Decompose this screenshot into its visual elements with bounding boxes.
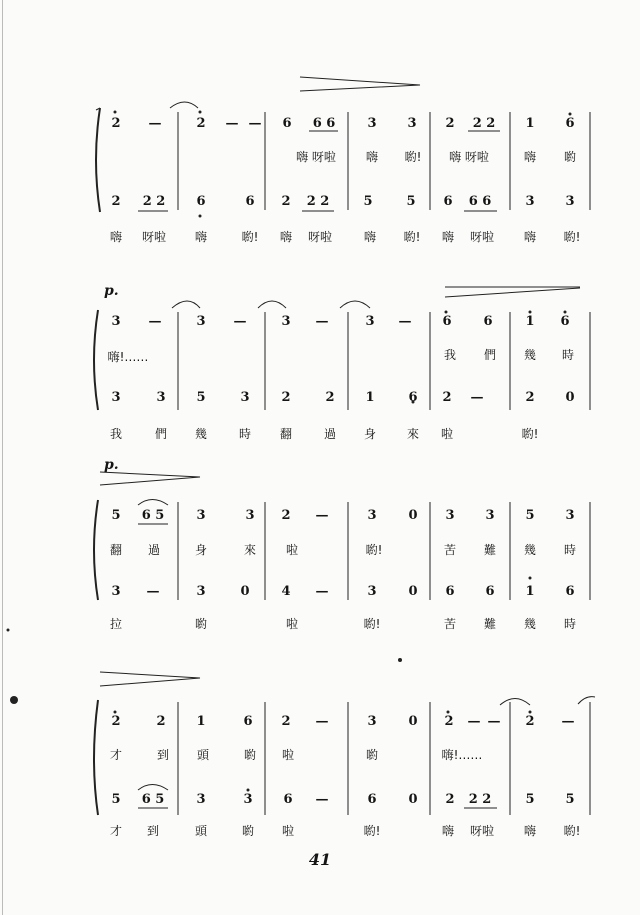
tie [500,699,530,706]
note: 3 [565,508,575,523]
lyric: 我 [109,427,123,441]
lyric: 呀啦 [469,824,495,838]
note: 3 [111,584,121,599]
lyric: 嗨 [523,150,537,164]
note: 2 [325,390,335,405]
lyric: 才 [109,748,123,762]
lyric: 嗨 [109,230,123,244]
note: 3 [111,390,121,405]
note: 2 2 [472,116,496,131]
note: 3 [111,314,121,329]
note: 6 [408,390,418,405]
lyric: 啦 [281,748,295,762]
lyric: 嗨 [194,230,208,244]
lyric: 喲! [363,617,381,631]
lyric: 喲! [365,543,383,557]
lyric: 拉 [109,617,123,631]
hairpin [100,672,200,686]
note: 5 [525,792,535,807]
note: 2 [525,390,535,405]
lyric: 嗨 [523,824,537,838]
note: 6 [282,116,292,131]
note: 2 [281,508,291,523]
note: 0 [408,714,418,729]
tie [172,301,200,308]
note: 6 [243,714,253,729]
system-brace [96,108,100,212]
note: — [398,314,412,329]
lyric: 身 [194,543,208,557]
lyric: 嗨 [279,230,293,244]
note: 3 [445,508,455,523]
note: 6 [367,792,377,807]
note: 3 [196,508,206,523]
note: 3 [485,508,495,523]
note: 1 [365,390,375,405]
lyric: 啦 [285,543,299,557]
note: 2 2 [306,194,330,209]
lyric: 啦 [281,824,295,838]
lyric: 呀啦 [307,230,333,244]
lyric: 喲 [365,748,379,762]
note: — [225,116,239,131]
lyric: 喲 [241,824,255,838]
note: 2 [442,390,452,405]
note: 2 [111,714,121,729]
lyric: 到 [156,748,170,762]
lyric: 呀啦 [469,230,495,244]
lyric: 時 [563,617,577,631]
note: 3 [243,792,253,807]
note: 3 [365,314,375,329]
note: 3 [565,194,575,209]
note: 2 2 [142,194,166,209]
lyric: 幾 [523,348,537,362]
note: 5 [525,508,535,523]
tie [138,500,168,506]
lyric: 們 [154,427,168,441]
note: 5 [111,508,121,523]
note: 2 [445,792,455,807]
note: 2 [444,714,454,729]
note: — [248,116,262,131]
note: — [561,714,575,729]
note: 6 [196,194,206,209]
lyric: 嗨 [523,230,537,244]
note: 0 [408,792,418,807]
note: 2 [525,714,535,729]
lyric: 們 [483,348,497,362]
note: 3 [196,792,206,807]
lyric: 啦 [285,617,299,631]
lyric: 喲! [241,230,259,244]
note: — [487,714,501,729]
note: — [148,314,162,329]
lyric: 難 [483,617,497,631]
lyric: 頭 [196,748,210,762]
lyric: 喲 [243,748,257,762]
lyric: 苦 [443,617,457,631]
note: 5 [111,792,121,807]
note: — [233,314,247,329]
note: — [146,584,160,599]
note: 6 [443,194,453,209]
lyric: 嗨 [363,230,377,244]
note: 3 [367,714,377,729]
lyric: 嗨 [365,150,379,164]
lyric: 過 [323,427,337,441]
lyric: 時 [561,348,575,362]
lyric: 呀啦 [141,230,167,244]
note: 1 [525,584,535,599]
lyric: 嗨!…… [441,748,483,762]
note: 2 [111,116,121,131]
lyric: 喲 [194,617,208,631]
note: — [315,508,329,523]
note: 2 [445,116,455,131]
note: 1 [525,116,535,131]
note: 5 [565,792,575,807]
note: 2 [196,116,206,131]
lyric: 喲! [363,824,381,838]
lyric: 嗨 呀啦 [296,150,336,164]
lyric: 幾 [194,427,208,441]
dynamic-marking: p. [104,457,119,473]
note: 6 [483,314,493,329]
note: 2 [281,714,291,729]
note: 0 [565,390,575,405]
system-brace [94,500,98,600]
note: 3 [156,390,166,405]
lyric: 喲 [563,150,577,164]
tie [170,102,198,108]
note: 3 [367,584,377,599]
note: — [470,390,484,405]
hairpin [300,77,420,91]
note: — [315,584,329,599]
note: 6 6 [468,194,492,209]
note: 3 [196,584,206,599]
note: 3 [367,508,377,523]
lyric: 嗨 [441,230,455,244]
lyric: 喲! [521,427,539,441]
lyric: 喲! [563,824,581,838]
page-number: 41 [308,850,332,869]
dynamic-marking: p. [104,283,119,299]
note: 2 [156,714,166,729]
note: 1 [196,714,206,729]
note: — [315,314,329,329]
note: 5 [196,390,206,405]
note: 0 [408,584,418,599]
lyric: 喲! [403,230,421,244]
note: 6 [485,584,495,599]
note: 2 [281,194,291,209]
lyric: 翻 [279,427,293,441]
note: 2 [111,194,121,209]
note: 4 [281,584,291,599]
note: — [148,116,162,131]
note: 2 2 [468,792,492,807]
lyric: 才 [109,824,123,838]
note: 5 [406,194,416,209]
lyric: 難 [483,543,497,557]
note: 1 [525,314,535,329]
note: 3 [281,314,291,329]
hairpin [100,472,200,485]
lyric: 時 [563,543,577,557]
lyric: 頭 [194,824,208,838]
note: 6 [245,194,255,209]
lyric: 我 [443,348,457,362]
note: 6 [283,792,293,807]
note: 6 [445,584,455,599]
note: 6 [442,314,452,329]
lyric: 嗨!…… [107,350,149,364]
lyric: 來 [243,543,257,557]
note: 2 [281,390,291,405]
lyric: 幾 [523,543,537,557]
note: 5 [363,194,373,209]
lyric: 過 [147,543,161,557]
lyric: 翻 [109,543,123,557]
note: — [315,792,329,807]
lyric: 身 [363,427,377,441]
note: 6 5 [141,508,165,523]
note: 6 6 [312,116,336,131]
lyric: 苦 [443,543,457,557]
lyric: 嗨 [441,824,455,838]
lyric: 嗨 呀啦 [449,150,489,164]
lyric: 喲! [404,150,422,164]
note: 3 [240,390,250,405]
note: 6 [565,116,575,131]
note: 3 [196,314,206,329]
note: 3 [245,508,255,523]
note: 3 [367,116,377,131]
note: 0 [408,508,418,523]
note: 0 [240,584,250,599]
note: 6 [560,314,570,329]
lyric: 來 [406,427,420,441]
lyric: 喲! [563,230,581,244]
note: 3 [407,116,417,131]
note: — [315,714,329,729]
lyric: 幾 [523,617,537,631]
note: — [467,714,481,729]
note: 3 [525,194,535,209]
note: 6 5 [141,792,165,807]
system-brace [94,700,98,815]
lyric: 到 [146,824,160,838]
lyric: 時 [238,427,252,441]
system-brace [94,310,98,410]
note: 6 [565,584,575,599]
lyric: 啦 [440,427,454,441]
